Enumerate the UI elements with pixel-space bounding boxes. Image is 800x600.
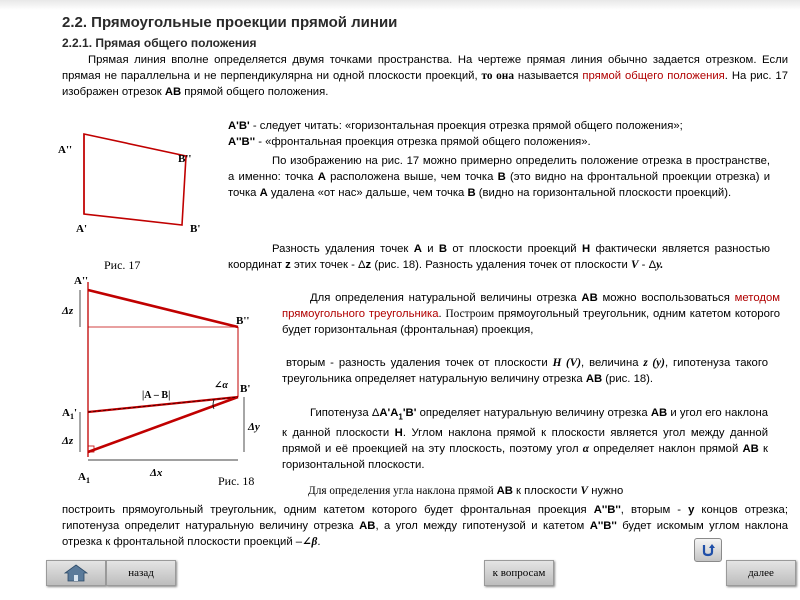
fig18-label-a1: $А_1$ bbox=[78, 471, 90, 485]
vang-beta: ∠β bbox=[302, 536, 318, 548]
intro-text-5: . На рис. 17 изображен отрезок bbox=[62, 70, 788, 98]
v-angle-intro bbox=[308, 483, 788, 499]
pos-text-e: (это видно на фронтальной проекции отрезка) и точка bbox=[228, 171, 771, 199]
diff-text-k: (рис. 18). Разность удаления точек от плоскости bbox=[371, 259, 631, 271]
hyp-triangle-sub: 1 bbox=[398, 412, 403, 422]
diff-y: у. bbox=[656, 259, 664, 271]
vangle-text-a: Для определения угла наклона прямой bbox=[308, 485, 497, 497]
fig17-label-a1: А' bbox=[76, 223, 87, 235]
diff-point-b: В bbox=[438, 243, 448, 255]
fig18-label-b1: В' bbox=[240, 383, 251, 395]
vang-text-g: , а угол между гипотенузой и катетом bbox=[375, 520, 590, 532]
fig18-label-dx: Δx bbox=[150, 467, 163, 479]
hyp-text-c: определяет натуральную величину отрезка bbox=[416, 407, 651, 419]
diff-plane-h: Н bbox=[581, 243, 591, 255]
notation-a1b1: А'В' bbox=[228, 120, 250, 132]
method-text-a: Для определения натуральной величины отрезка bbox=[310, 292, 582, 304]
fig17-label-b1: В' bbox=[190, 223, 201, 235]
hyp-alpha: α bbox=[582, 443, 590, 456]
leg-plane: Н (V) bbox=[552, 357, 582, 369]
fig17-frontal-projection bbox=[84, 134, 186, 225]
intro-text-2: то она bbox=[481, 70, 514, 82]
diff-text-i: этих точек - Δ bbox=[290, 259, 366, 271]
fig18-label-ab: |А – В| bbox=[142, 390, 171, 401]
vang-text-k: . bbox=[317, 536, 321, 548]
hyp-ab: АВ bbox=[650, 407, 668, 419]
pos-text-c: расположена выше, чем точка bbox=[325, 171, 498, 183]
vangle-text-e: нужно bbox=[588, 485, 624, 497]
position-paragraph bbox=[228, 153, 770, 201]
pos-text-g: удалена «от нас» дальше, чем точка bbox=[267, 187, 468, 199]
hypotenuse-paragraph bbox=[282, 405, 768, 473]
home-icon bbox=[64, 564, 88, 582]
fig18-label-b2: В'' bbox=[236, 315, 250, 327]
vang-y: у bbox=[688, 504, 695, 516]
diff-text-e: от плоскости проекций bbox=[447, 243, 582, 255]
notation-paragraph bbox=[228, 118, 770, 150]
hyp-text-a: Гипотенуза Δ bbox=[310, 407, 380, 419]
leg-text-c: , величина bbox=[581, 357, 644, 369]
vangle-text-c: к плоскости bbox=[512, 485, 581, 497]
hyp-triangle-b: 'В' bbox=[402, 407, 417, 419]
figure-17 bbox=[54, 120, 224, 270]
page-title: 2.2. Прямоугольные проекции прямой линии bbox=[62, 14, 398, 31]
questions-button[interactable]: к вопросам bbox=[484, 560, 554, 586]
method-ab: АВ bbox=[581, 292, 598, 304]
hyp-text-g: . Углом наклона прямой к плоскости является угол между данной прямой и её проекцией на эту плоскость, поэтому угол bbox=[282, 427, 769, 456]
leg-text-g: (рис. 18). bbox=[602, 373, 654, 385]
fig17-label-a2: А'' bbox=[58, 144, 73, 156]
vang-text-i: будет искомым углом наклона отрезка к фронтальной плоскости проекций – bbox=[62, 520, 788, 548]
method-link-triangle[interactable]: методом прямоугольного треугольника bbox=[282, 292, 781, 320]
intro-text-1: Прямая линия вполне определяется двумя точками пространства. На чертеже прямая линия обычно задается отрезком. Если прямая не параллельна и не перпендикулярна ни одной плоскости проекций, bbox=[62, 54, 788, 82]
fig17-label-b2: В'' bbox=[178, 153, 192, 165]
intro-ab: АВ bbox=[164, 86, 182, 98]
pos-point-b: В bbox=[497, 171, 506, 183]
diff-text-g: фактически является разностью координат bbox=[228, 243, 771, 271]
fig18-label-a2: А'' bbox=[74, 275, 89, 287]
leg-ab: АВ bbox=[585, 373, 603, 385]
hyp-text-k: к горизонтальной плоскости. bbox=[282, 443, 768, 472]
vangle-ab: АВ bbox=[496, 485, 513, 497]
section-subtitle: 2.2.1. Прямая общего положения bbox=[62, 36, 257, 50]
pos-text-a: По изображению на рис. 17 можно примерно определить положение отрезка в пространстве, а именно: точка bbox=[228, 155, 770, 183]
hyp-ab2: АВ bbox=[742, 443, 759, 456]
method-text-f: Построим bbox=[445, 308, 495, 320]
pos-point-a2: А bbox=[259, 187, 268, 199]
figure-17-caption: Рис. 17 bbox=[104, 258, 141, 272]
pos-point-b2: В bbox=[467, 187, 476, 199]
v-angle-paragraph bbox=[62, 502, 788, 550]
method-text-e: . bbox=[438, 308, 446, 320]
vang-text-a: построить прямоугольный треугольник, одним катетом которого будет фронтальная проекция bbox=[62, 504, 594, 516]
method-text-c: можно воспользоваться bbox=[597, 292, 735, 304]
next-button[interactable]: далее bbox=[726, 560, 796, 586]
diff-plane-v: V bbox=[630, 259, 639, 271]
second-leg-paragraph bbox=[282, 355, 768, 387]
figure-18-caption: Рис. 18 bbox=[218, 474, 255, 488]
fig18-label-alpha: ∠α bbox=[214, 380, 228, 391]
method-text-g: прямоугольный треугольник, одним катетом которого будет горизонтальная (фронтальная) проекция, bbox=[282, 308, 781, 336]
notation-a2b2: А''В'' bbox=[228, 136, 256, 148]
fig18-label-dz-top: Δz bbox=[62, 305, 74, 317]
vang-a2b2-2: А''В'' bbox=[589, 520, 617, 532]
hyp-text-i: определяет наклон прямой bbox=[589, 443, 743, 456]
return-button[interactable] bbox=[694, 538, 722, 562]
method-paragraph bbox=[282, 290, 780, 338]
difference-paragraph bbox=[228, 241, 770, 273]
vang-a2b2: А''В'' bbox=[593, 504, 621, 516]
diff-point-a: А bbox=[413, 243, 422, 255]
fig18-label-a1-prime: $А_1'$ bbox=[62, 407, 78, 421]
leg-value: z (у) bbox=[643, 357, 665, 369]
pos-point-a: А bbox=[317, 171, 326, 183]
pos-text-i: (видно на горизонтальной плоскости проекций). bbox=[475, 187, 732, 199]
intro-text-3: называется bbox=[513, 70, 583, 82]
diff-z: z bbox=[285, 259, 291, 271]
vang-text-c: , вторым - bbox=[620, 504, 689, 516]
fig18-label-dy: Δy bbox=[248, 421, 260, 433]
leg-text-e: , гипотенуза такого треугольника определяет натуральную величину отрезка bbox=[282, 357, 768, 385]
figure-18 bbox=[54, 272, 264, 487]
vangle-plane-v: V bbox=[580, 485, 589, 497]
diff-text-m: - Δ bbox=[638, 259, 657, 271]
diff-text-a: Разность удаления точек bbox=[272, 243, 414, 255]
fig18-frontal-projection bbox=[88, 290, 238, 327]
back-button[interactable]: назад bbox=[106, 560, 176, 586]
notation-text-1: - следует читать: «горизонтальная проекция отрезка прямой общего положения»; bbox=[249, 120, 683, 132]
vang-text-e: концов отрезка; гипотенуза определит натуральную величину отрезка bbox=[62, 504, 788, 532]
notation-text-2: - «фронтальная проекция отрезка прямой общего положения». bbox=[255, 136, 591, 148]
diff-z2: z bbox=[365, 259, 372, 271]
home-button[interactable] bbox=[46, 560, 106, 586]
hyp-triangle-a: А'А bbox=[379, 407, 399, 419]
hyp-text-e: и угол его наклона к данной плоскости bbox=[282, 407, 768, 440]
vang-ab: АВ bbox=[359, 520, 376, 532]
intro-link-general-line[interactable]: прямой общего положения bbox=[582, 70, 725, 82]
fig18-label-dz-bottom: Δz bbox=[62, 435, 74, 447]
diff-text-c: и bbox=[421, 243, 439, 255]
leg-text-a: вторым - разность удаления точек от плоскости bbox=[286, 357, 553, 369]
return-arrow-icon bbox=[700, 542, 716, 558]
intro-text-7: прямой общего положения. bbox=[181, 86, 329, 98]
top-band bbox=[0, 0, 800, 10]
hyp-plane-h: Н bbox=[394, 427, 403, 440]
intro-paragraph bbox=[62, 52, 788, 100]
